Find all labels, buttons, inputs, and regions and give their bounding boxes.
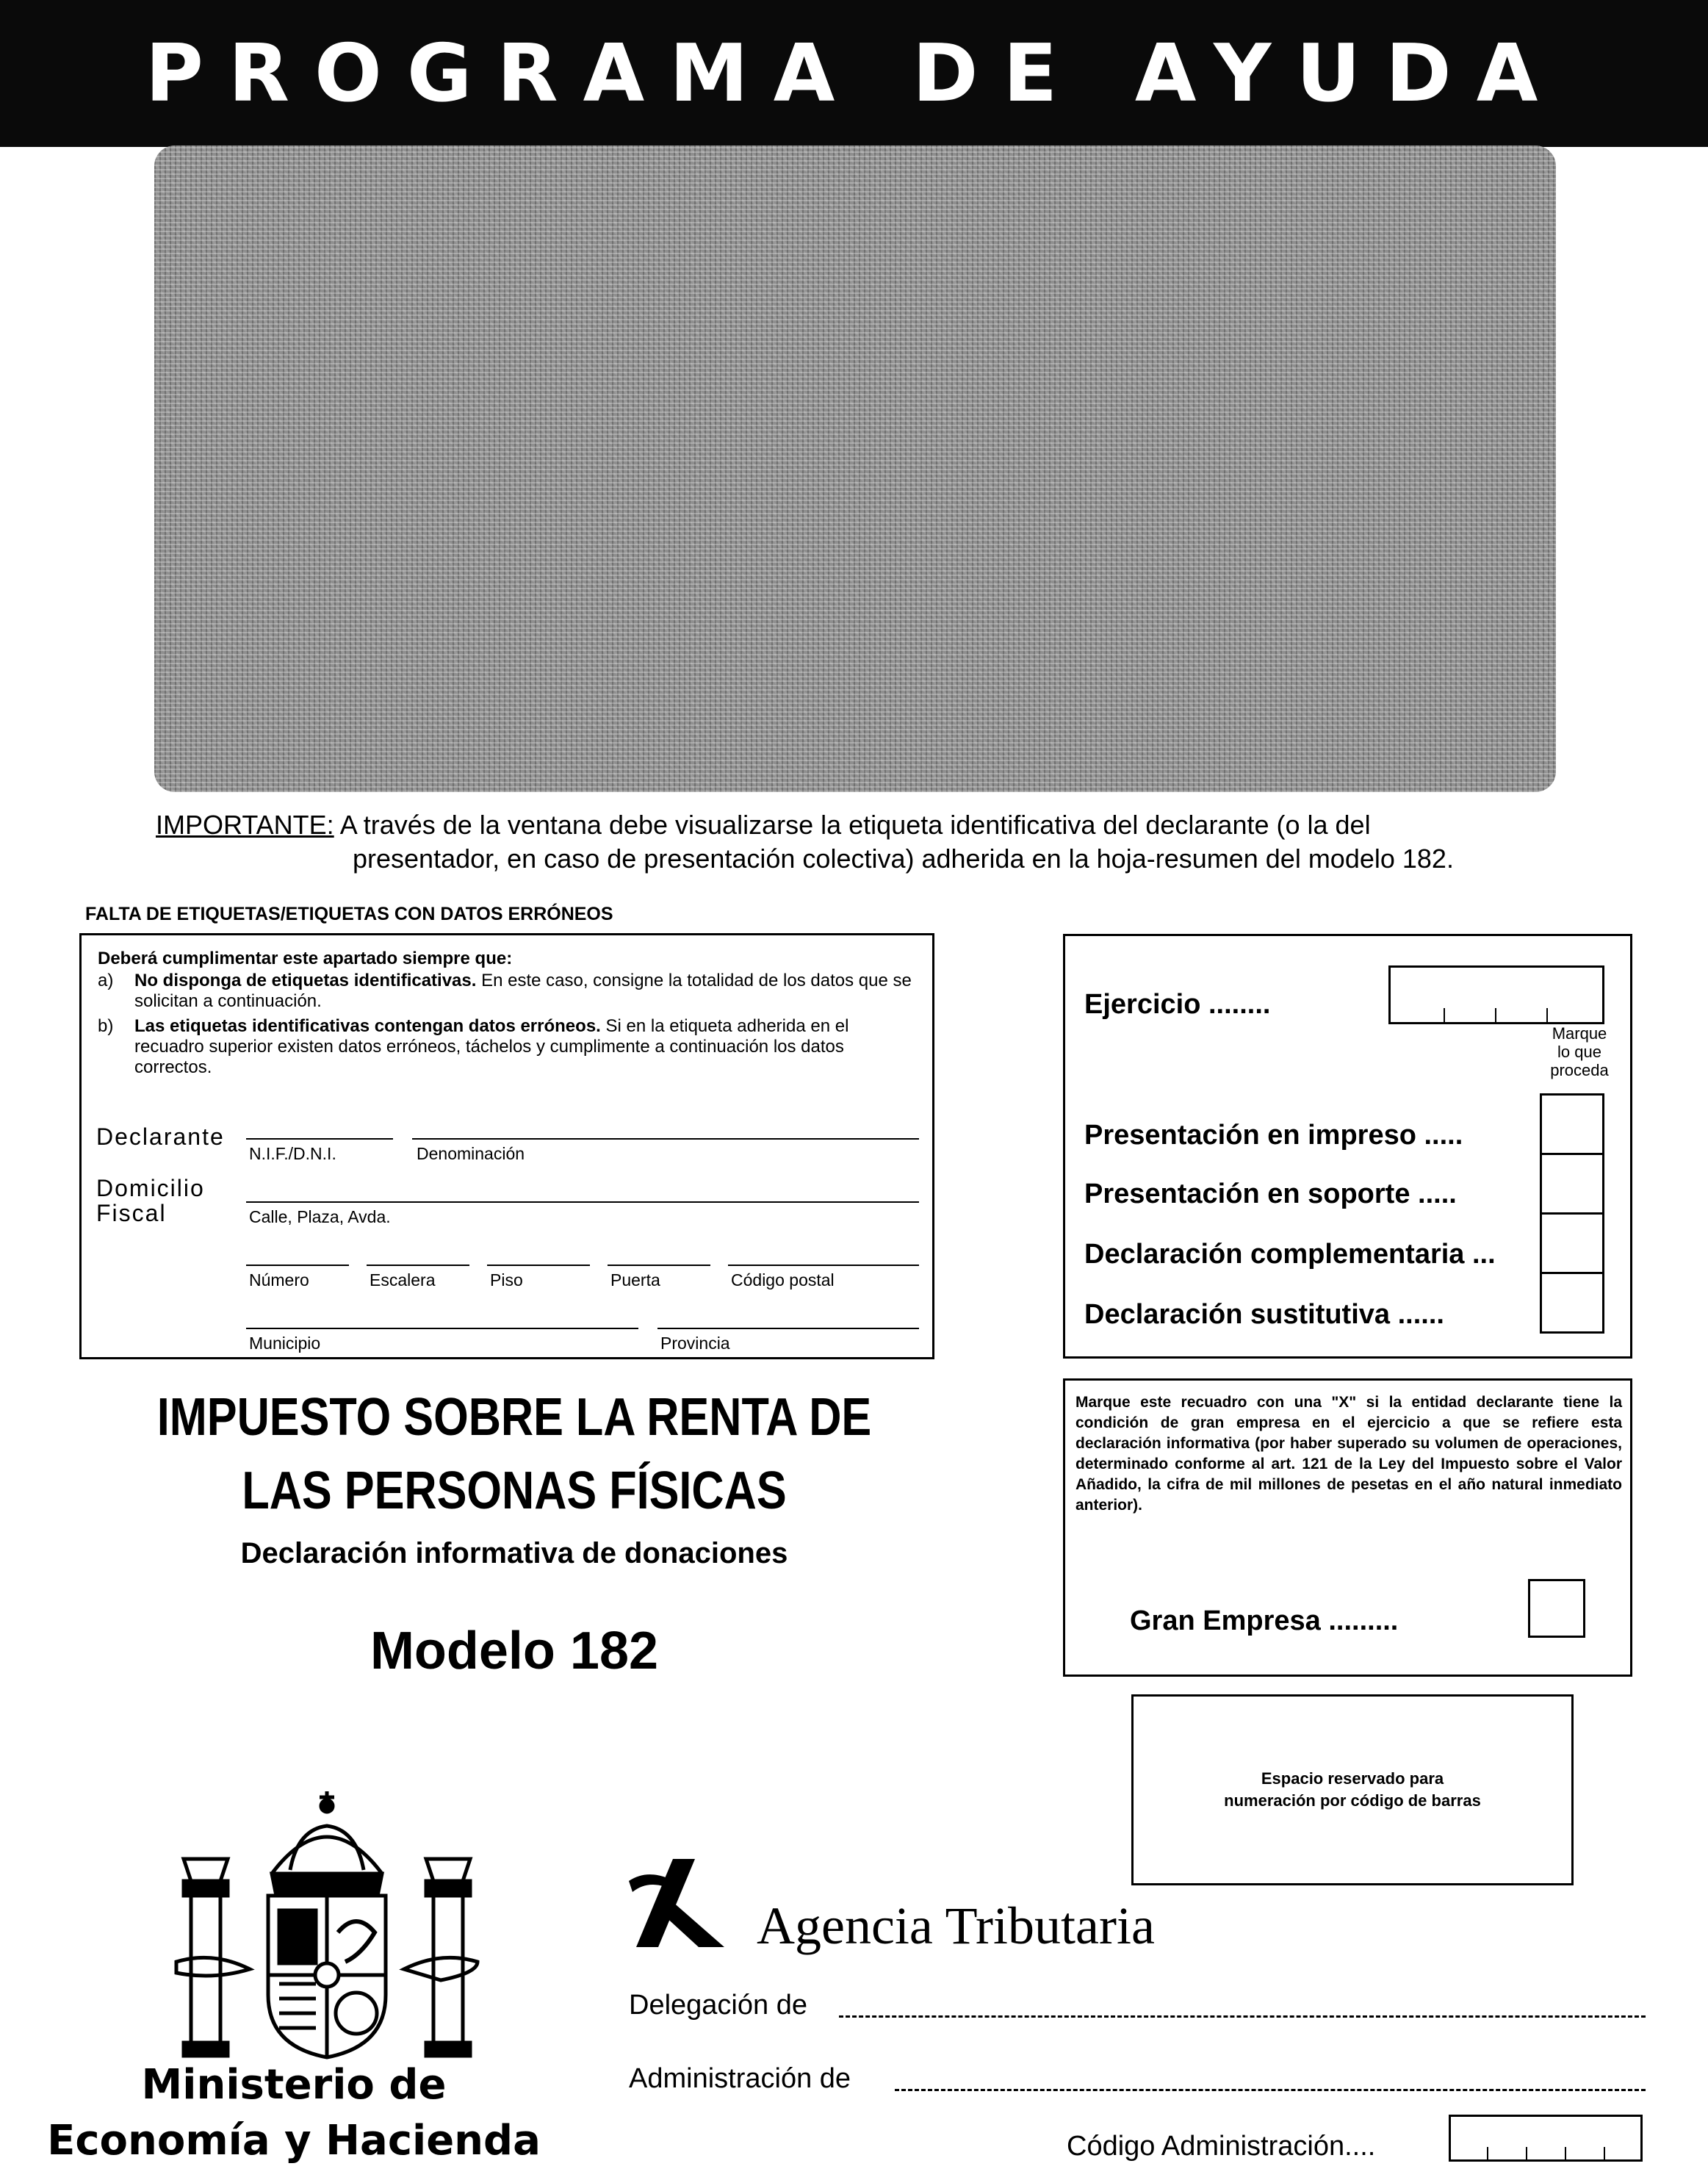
option-soporte-label: Presentación en soporte .....: [1084, 1179, 1457, 1209]
item-b-marker: b): [98, 1016, 114, 1036]
municipio-line: [246, 1328, 638, 1329]
importante-line2: presentador, en caso de presentación colectiva) adherida en la hoja-resumen del modelo 182.: [353, 844, 1454, 874]
checkbox-sustitutiva[interactable]: [1540, 1272, 1604, 1334]
codigo-administracion-input[interactable]: [1449, 2115, 1643, 2162]
ejercicio-label: Ejercicio ........: [1084, 989, 1271, 1020]
option-impreso-label: Presentación en impreso .....: [1084, 1120, 1463, 1151]
checkbox-soporte[interactable]: [1540, 1153, 1604, 1215]
nif-field-label: N.I.F./D.N.I.: [249, 1144, 336, 1163]
ejercicio-input[interactable]: [1388, 965, 1604, 1024]
nif-line: [246, 1138, 393, 1140]
etiquetas-box: [79, 933, 934, 1359]
coat-of-arms-icon: [169, 1785, 485, 2065]
escalera-field-label: Escalera: [370, 1270, 436, 1289]
codigo-postal-field-label: Código postal: [731, 1270, 835, 1289]
fiscal-label: Fiscal: [96, 1200, 167, 1226]
provincia-field-label: Provincia: [660, 1334, 730, 1353]
gran-empresa-text: Marque este recuadro con una "X" si la entidad declarante tiene la condición de gran empresa en el ejercicio a que se refiere esta declaración informativa (por haber superado su volumen de operaciones, determinado conforme al art. 121 de la Ley del Impuesto sobre el Valor Añadido, la cifra de mil millones de pesetas en el año natural inmediato anterior).: [1075, 1394, 1622, 1514]
administracion-line[interactable]: [895, 2089, 1646, 2091]
etiquetas-intro: Deberá cumplimentar este apartado siempre que:: [98, 949, 513, 968]
puerta-line: [608, 1265, 710, 1266]
page-banner-title: PROGRAMA DE AYUDA: [0, 0, 1708, 147]
checkbox-complementaria[interactable]: [1540, 1212, 1604, 1274]
modelo-title: Modelo 182: [370, 1622, 659, 1680]
barcode-text-line2: numeración por código de barras: [1224, 1791, 1481, 1810]
ejercicio-box: [1063, 934, 1632, 1359]
piso-field-label: Piso: [490, 1270, 523, 1289]
calle-field-label: Calle, Plaza, Avda.: [249, 1207, 391, 1226]
numero-field-label: Número: [249, 1270, 309, 1289]
delegacion-line[interactable]: [839, 2015, 1646, 2018]
escalera-line: [367, 1265, 469, 1266]
option-sustitutiva-label: Declaración sustitutiva ......: [1084, 1299, 1444, 1330]
importante-line1: A través de la ventana debe visualizarse la etiqueta identificativa del declarante (o la del: [339, 810, 1371, 840]
importante-note: [156, 808, 1557, 876]
administracion-label: Administración de: [629, 2063, 851, 2094]
item-b-text: Si en la etiqueta adherida en el recuadro superior existen datos erróneos, táchelos y cumplimente a continuación los datos correctos.: [134, 1016, 849, 1077]
codigo-administracion-label: Código Administración....: [1067, 2131, 1376, 2162]
gran-empresa-box: [1063, 1378, 1632, 1677]
label-window: [154, 145, 1556, 792]
codigo-digit-ticks: [1449, 2115, 1643, 2162]
option-complementaria-label: Declaración complementaria ...: [1084, 1239, 1496, 1270]
puerta-field-label: Puerta: [610, 1270, 660, 1289]
gran-empresa-label: Gran Empresa .........: [1130, 1605, 1399, 1636]
ministerio-line1: Ministerio de: [141, 2061, 447, 2109]
title-line2: LAS PERSONAS FÍSICAS: [242, 1461, 787, 1520]
agencia-tributaria-logo-icon: [621, 1852, 732, 1954]
agencia-tributaria-name: Agencia Tributaria: [757, 1896, 1155, 1955]
provincia-line: [657, 1328, 919, 1329]
ejercicio-digit-ticks: [1388, 965, 1604, 1024]
item-b: [134, 1016, 920, 1078]
proceda-text: proceda: [1550, 1061, 1609, 1079]
marque-hint: [1535, 1024, 1624, 1079]
delegacion-label: Delegación de: [629, 1990, 807, 2021]
barcode-reserved-box: [1131, 1694, 1574, 1885]
marque-text: Marque: [1552, 1024, 1607, 1043]
checkbox-impreso[interactable]: [1540, 1093, 1604, 1155]
domicilio-label: Domicilio: [96, 1175, 205, 1201]
lo-que-text: lo que: [1557, 1043, 1601, 1061]
declarante-label: Declarante: [96, 1123, 225, 1150]
title-subtitle: Declaración informativa de donaciones: [240, 1537, 788, 1569]
calle-line: [246, 1201, 919, 1203]
item-a-bold: No disponga de etiquetas identificativas.: [134, 971, 477, 990]
numero-line: [246, 1265, 349, 1266]
item-a-marker: a): [98, 971, 114, 990]
item-b-bold: Las etiquetas identificativas contengan datos erróneos.: [134, 1016, 601, 1036]
denominacion-field-label: Denominación: [417, 1144, 525, 1163]
item-a: [134, 971, 920, 1012]
etiquetas-section-title: FALTA DE ETIQUETAS/ETIQUETAS CON DATOS ERRÓNEOS: [85, 904, 613, 924]
ministerio-line2: Economía y Hacienda: [47, 2117, 541, 2165]
denominacion-line: [412, 1138, 919, 1140]
municipio-field-label: Municipio: [249, 1334, 321, 1353]
title-line1: IMPUESTO SOBRE LA RENTA DE: [156, 1388, 872, 1447]
piso-line: [487, 1265, 590, 1266]
importante-label: IMPORTANTE:: [156, 810, 334, 840]
item-a-text: En este caso, consigne la totalidad de los datos que se solicitan a continuación.: [134, 971, 912, 1011]
checkbox-gran-empresa[interactable]: [1528, 1579, 1585, 1638]
codigo-postal-line: [728, 1265, 919, 1266]
barcode-text-line1: Espacio reservado para: [1261, 1769, 1444, 1788]
ministerio-name: [44, 2057, 544, 2169]
